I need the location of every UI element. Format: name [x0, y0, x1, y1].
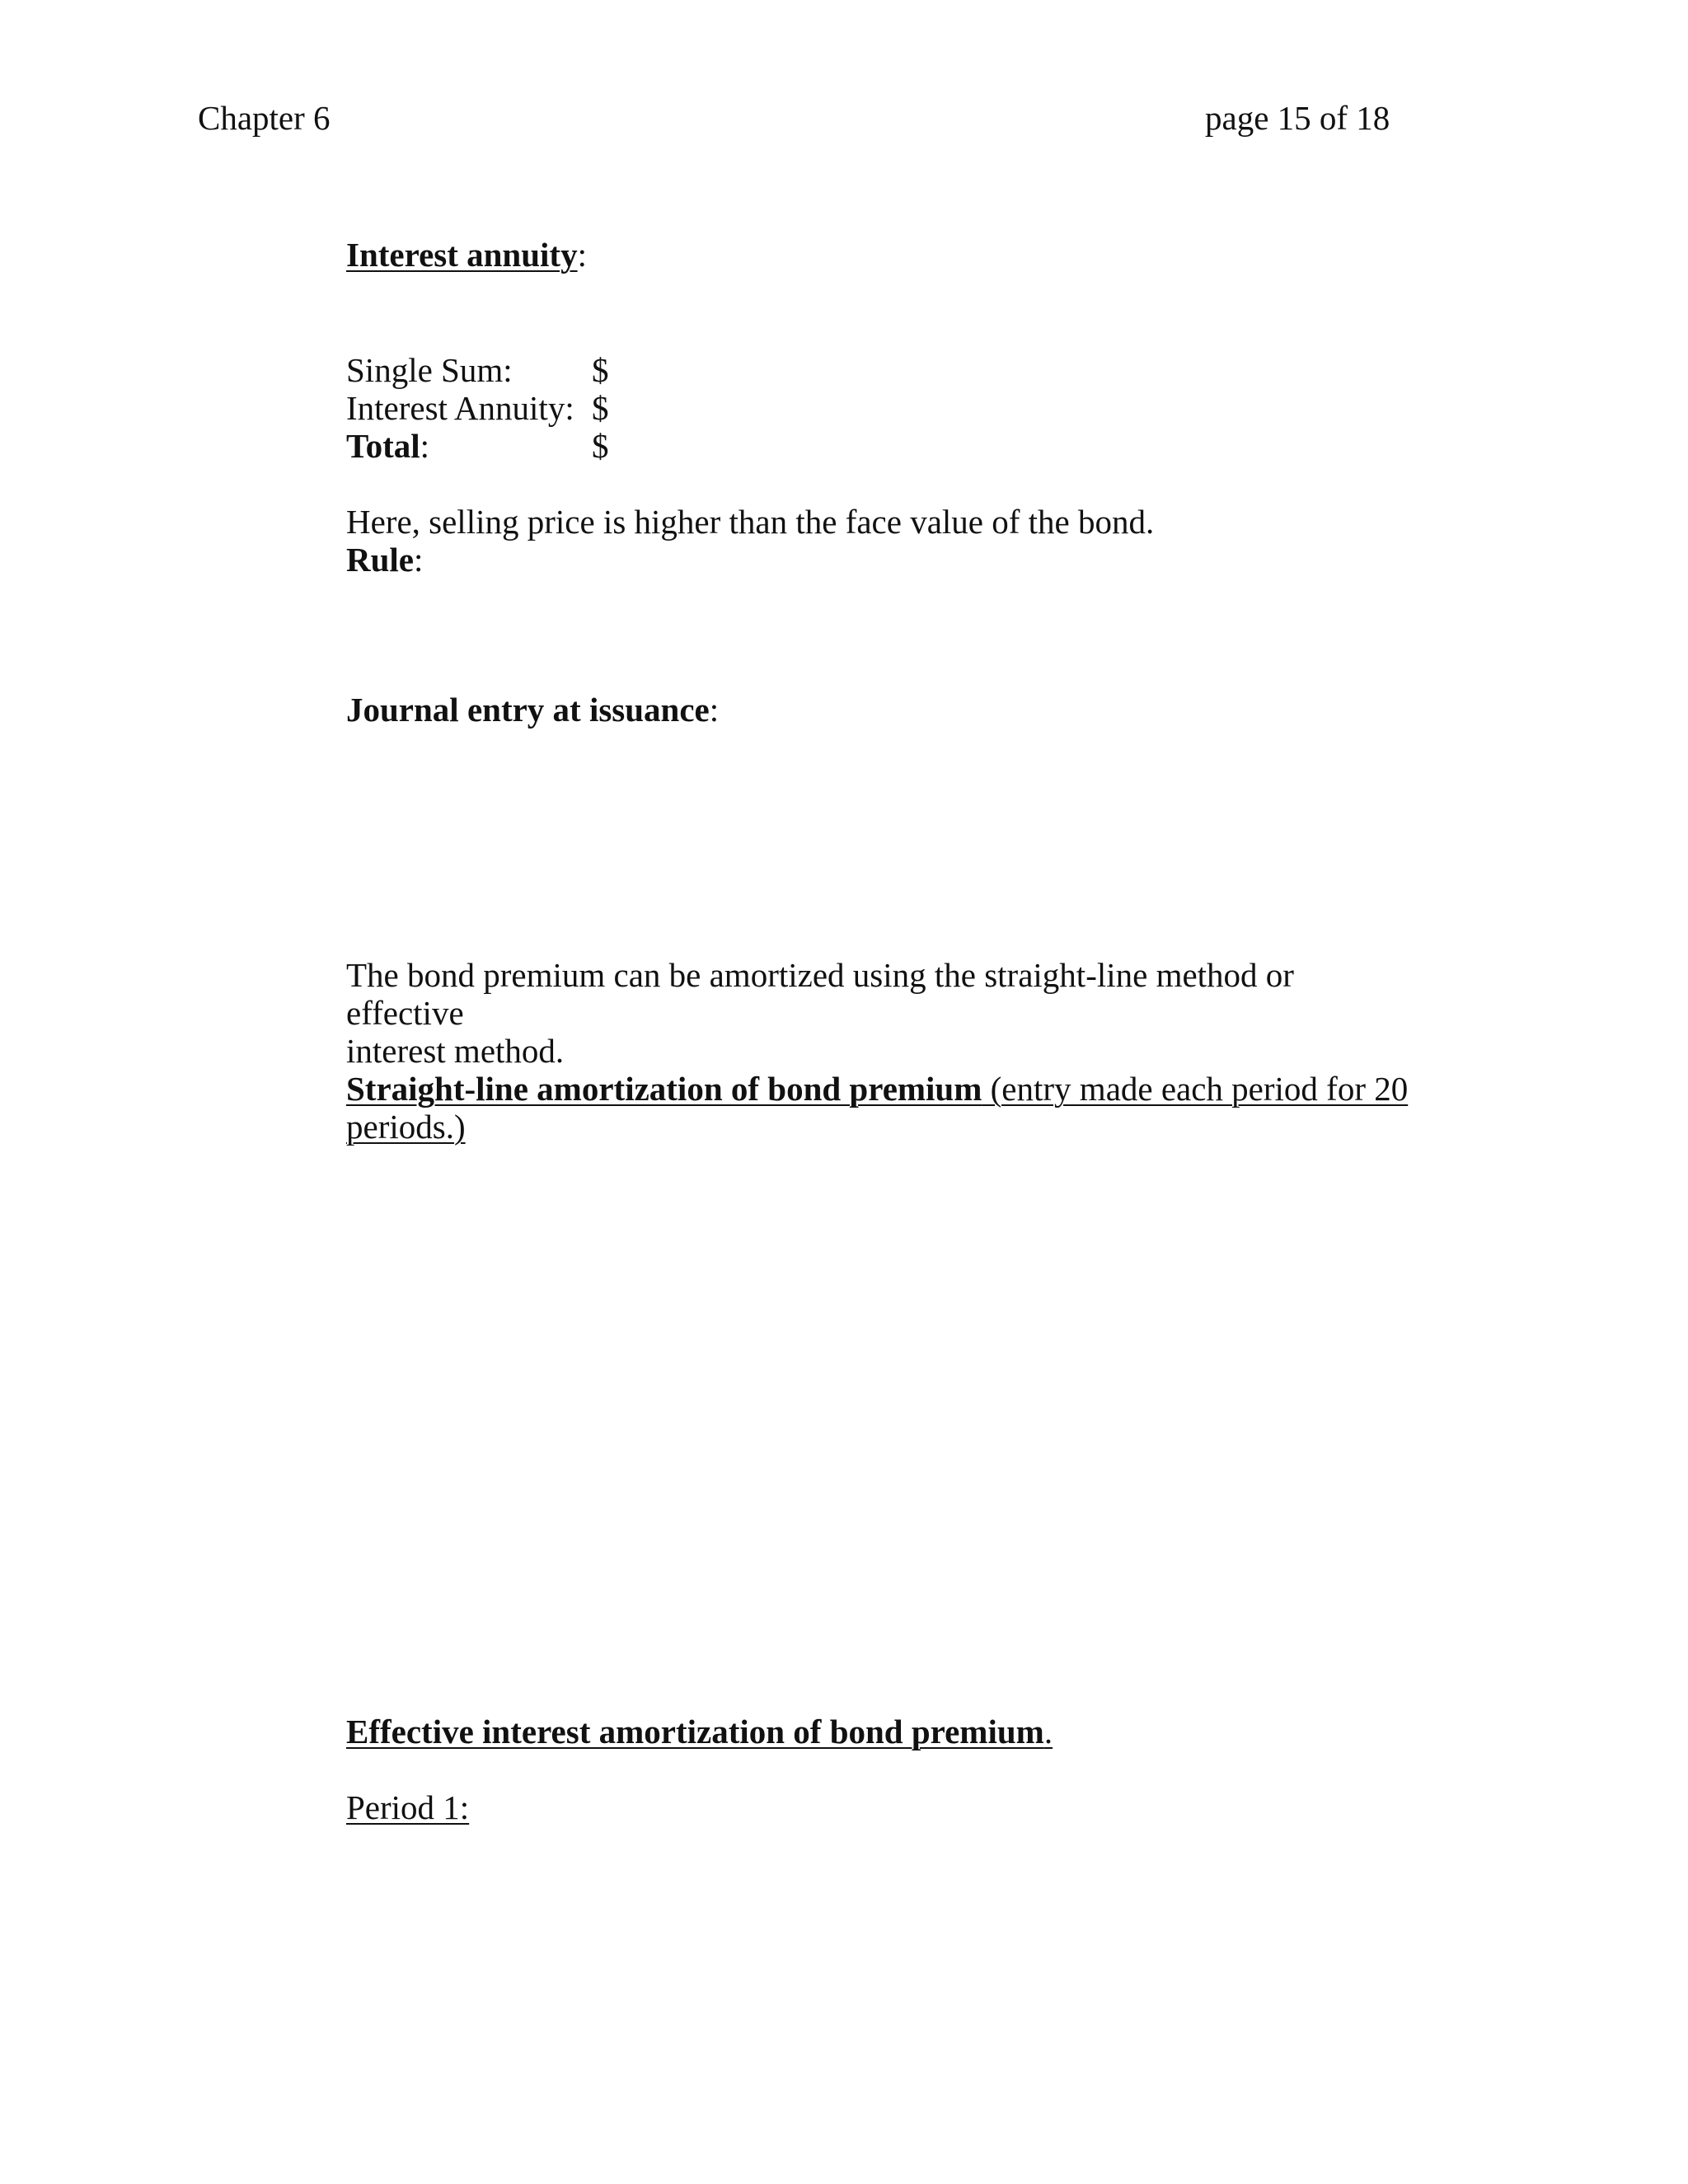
effective-interest-period-mark: .: [1043, 1713, 1053, 1750]
rule-label: Rule: [346, 541, 414, 579]
straight-line-line-1: [346, 1070, 1409, 1108]
present-value-summary: [346, 351, 625, 465]
effective-interest-line: [346, 1713, 1053, 1750]
single-sum-dollar: $: [592, 351, 609, 389]
straight-line-note: (entry made each period for 20: [982, 1070, 1409, 1108]
journal-entry-line: [346, 691, 719, 729]
period-1-line: [346, 1788, 469, 1826]
selling-price-note: Here, selling price is higher than the face value of the bond.: [346, 503, 1155, 541]
total-label: Total: [346, 427, 420, 465]
straight-line-section: [346, 1070, 1409, 1146]
interest-annuity-label: Interest Annuity:: [346, 389, 574, 427]
single-sum-label: Single Sum:: [346, 351, 513, 389]
rule-colon: :: [414, 541, 424, 579]
journal-entry-heading: Journal entry at issuance: [346, 691, 710, 729]
interest-annuity-heading: Interest annuity: [346, 236, 578, 274]
chapter-header: Chapter 6: [198, 99, 331, 137]
total-label-wrap: [346, 427, 592, 465]
period-1-label: Period 1:: [346, 1788, 470, 1826]
page-number: page 15 of 18: [1205, 99, 1390, 137]
total-row: [346, 427, 625, 465]
interest-annuity-row: [346, 389, 625, 427]
single-sum-row: [346, 351, 625, 389]
straight-line-line-2: [346, 1108, 1401, 1146]
premium-note-line-2: interest method.: [346, 1032, 565, 1070]
straight-line-heading: Straight-line amortization of bond premium: [346, 1070, 982, 1108]
interest-annuity-colon: :: [577, 236, 587, 274]
interest-annuity-heading-line: [346, 236, 587, 274]
journal-entry-colon: :: [709, 691, 720, 729]
effective-interest-heading: Effective interest amortization of bond premium: [346, 1713, 1044, 1750]
premium-amortization-note: [346, 956, 1401, 1070]
interest-annuity-dollar: $: [592, 389, 609, 427]
straight-line-note-cont: periods.): [346, 1108, 466, 1146]
premium-note-line-1: The bond premium can be amortized using the straight-line method or effective: [346, 956, 1294, 1032]
total-dollar: $: [592, 427, 609, 465]
total-colon: :: [420, 427, 430, 465]
rule-line: [346, 541, 423, 579]
